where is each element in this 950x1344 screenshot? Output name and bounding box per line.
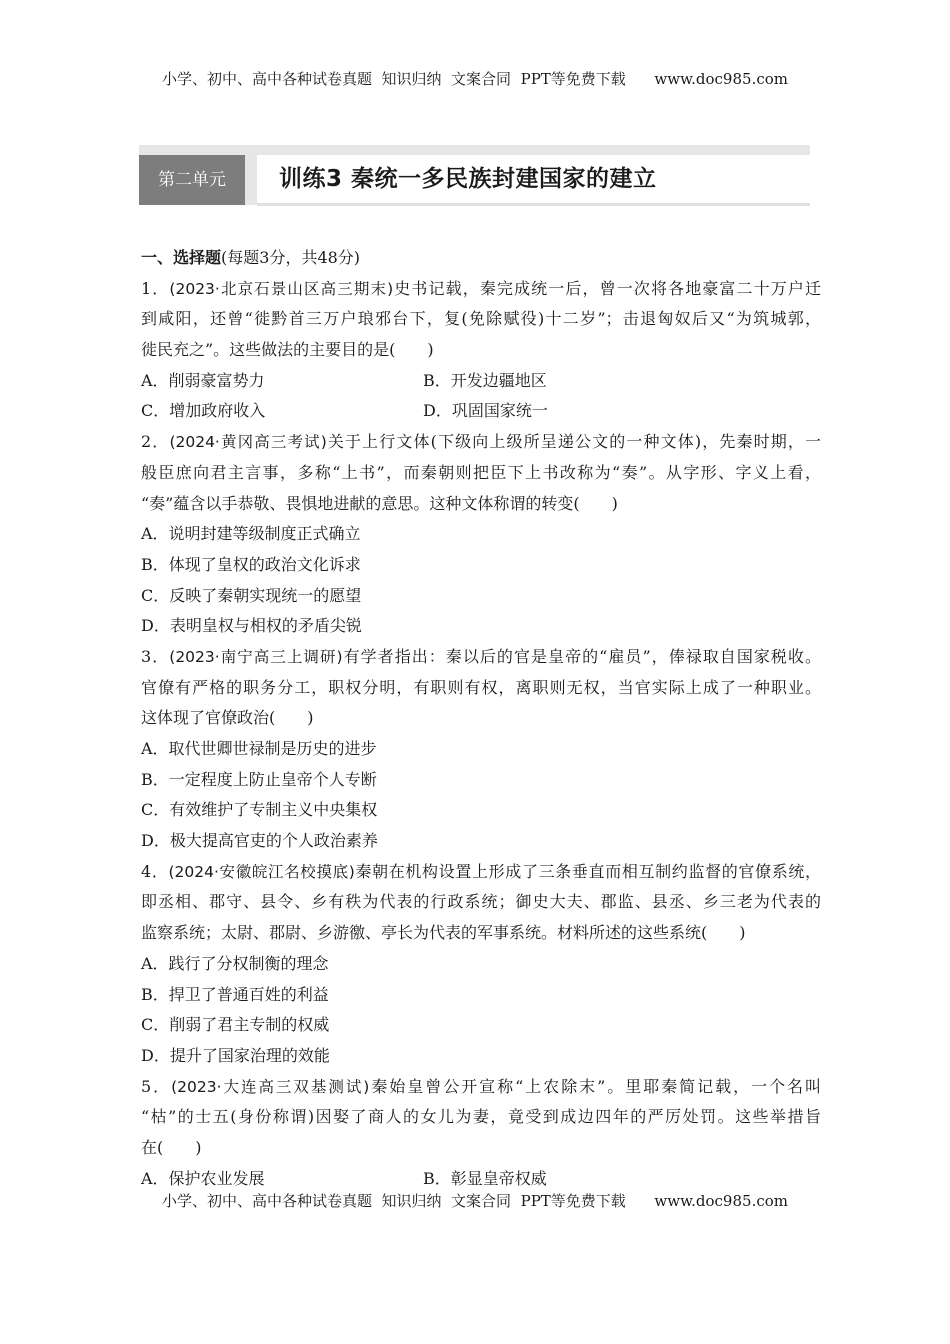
option-b[interactable]: B．体现了皇权的政治文化诉求	[141, 554, 361, 574]
question-stem-line: 即丞相、郡守、县令、乡有秩为代表的行政系统；御史大夫、郡监、县丞、乡三老为代表的	[141, 892, 821, 912]
question-source: (2024·安徽皖江名校摸底)	[168, 862, 355, 881]
question-1	[141, 274, 821, 427]
section-note: (每题3分，共48分)	[221, 248, 361, 267]
section-heading	[141, 243, 821, 274]
page-header: 小学、初中、高中各种试卷真题 知识归纳 文案合同 PPT等免费下载 www.doc985.com	[161, 70, 788, 88]
option-d[interactable]: D．极大提高官吏的个人政治素养	[141, 831, 378, 851]
question-4	[141, 857, 821, 1072]
question-number: 5．	[141, 1076, 172, 1096]
option-d[interactable]: D．表明皇权与相权的矛盾尖锐	[141, 616, 362, 636]
question-source: (2024·黄冈高三考试)	[169, 433, 327, 452]
question-text: 史书记载，秦完成统一后，曾一次将各地豪富二十万户迁	[393, 278, 822, 298]
banner-title-box	[257, 155, 810, 206]
option-d[interactable]: D．提升了国家治理的效能	[141, 1045, 330, 1065]
question-stem-line	[141, 642, 821, 673]
option-c[interactable]: C．削弱了君主专制的权威	[141, 1015, 330, 1035]
question-stem-line: 官僚有严格的职务分工，职权分明，有职则有权，离职则无权，当官实际上成了一种职业。	[141, 677, 821, 697]
option-c[interactable]: C．反映了秦朝实现统一的愿望	[141, 585, 362, 605]
question-5	[141, 1072, 821, 1195]
option-a[interactable]: A．保护农业发展	[141, 1168, 265, 1188]
question-stem-line	[141, 427, 821, 458]
option-b[interactable]: B．一定程度上防止皇帝个人专断	[141, 769, 377, 789]
question-stem-line: 监察系统；太尉、郡尉、乡游徼、亭长为代表的军事系统。材料所述的这些系统( )	[141, 923, 746, 943]
option-row	[141, 396, 821, 427]
banner-top-strip	[139, 145, 810, 155]
option-a[interactable]: A．说明封建等级制度正式确立	[141, 524, 361, 544]
question-stem-line: “枯”的士五(身份称谓)因娶了商人的女儿为妻，竟受到成边四年的严厉处罚。这些举措旨	[141, 1107, 821, 1127]
option-c[interactable]: C．有效维护了专制主义中央集权	[141, 800, 378, 820]
question-text: 关于上行文体(下级向上级所呈递公文的一种文体)，先秦时期，一	[326, 432, 821, 452]
question-text: 秦始皇曾公开宣称“上农除末”。里耶秦简记载，一个名叫	[369, 1076, 821, 1096]
page-footer: 小学、初中、高中各种试卷真题 知识归纳 文案合同 PPT等免费下载 www.doc985.com	[161, 1192, 788, 1210]
question-number: 3．	[141, 646, 170, 666]
section-title: 一、选择题	[141, 248, 222, 267]
option-d[interactable]: D．巩固国家统一	[423, 401, 548, 421]
option-row	[141, 366, 821, 397]
question-content	[141, 243, 821, 1194]
question-source: (2023·南宁高三上调研)	[169, 647, 343, 666]
question-stem-line: 般臣庶向君主言事，多称“上书”，而秦朝则把臣下上书改称为“奏”。从字形、字义上看，	[141, 462, 821, 482]
question-stem-line: 徙民充之”。这些做法的主要目的是( )	[141, 340, 434, 360]
question-source: (2023·北京石景山区高三期末)	[169, 279, 394, 298]
question-3	[141, 642, 821, 857]
question-number: 1．	[141, 278, 170, 298]
question-stem-line: 到咸阳，还曾“徙黔首三万户琅邪台下，复(免除赋役)十二岁”；击退匈奴后又“为筑城郭，	[141, 309, 821, 329]
question-stem-line	[141, 1072, 821, 1103]
option-a[interactable]: A．践行了分权制衡的理念	[141, 953, 329, 973]
question-stem-line: 在( )	[141, 1137, 202, 1157]
question-stem-line: 这体现了官僚政治( )	[141, 708, 314, 728]
banner-gap	[245, 155, 257, 205]
question-number: 4．	[141, 861, 169, 881]
option-c[interactable]: C．增加政府收入	[141, 401, 266, 421]
question-source: (2023·大连高三双基测试)	[171, 1077, 370, 1096]
exercise-title: 训练3 秦统一多民族封建国家的建立	[279, 166, 657, 192]
option-b[interactable]: B．开发边疆地区	[423, 370, 547, 390]
unit-label: 第二单元	[139, 155, 245, 205]
question-number: 2．	[141, 432, 170, 452]
option-a[interactable]: A．取代世卿世禄制是历史的进步	[141, 739, 377, 758]
question-text: 秦朝在机构设置上形成了三条垂直而相互制约监督的官僚系统，	[354, 861, 821, 881]
question-stem-line	[141, 274, 821, 305]
question-stem-line	[141, 857, 821, 888]
option-b[interactable]: B．彰显皇帝权威	[423, 1168, 547, 1188]
option-b[interactable]: B．捍卫了普通百姓的利益	[141, 984, 329, 1004]
question-stem-line: “奏”蕴含以手恭敬、畏惧地进献的意思。这种文体称谓的转变( )	[141, 493, 618, 513]
question-2	[141, 427, 821, 642]
unit-banner	[139, 145, 810, 211]
option-a[interactable]: A．削弱豪富势力	[141, 370, 265, 390]
question-text: 有学者指出：秦以后的官是皇帝的“雇员”，俸禄取自国家税收。	[342, 646, 821, 666]
